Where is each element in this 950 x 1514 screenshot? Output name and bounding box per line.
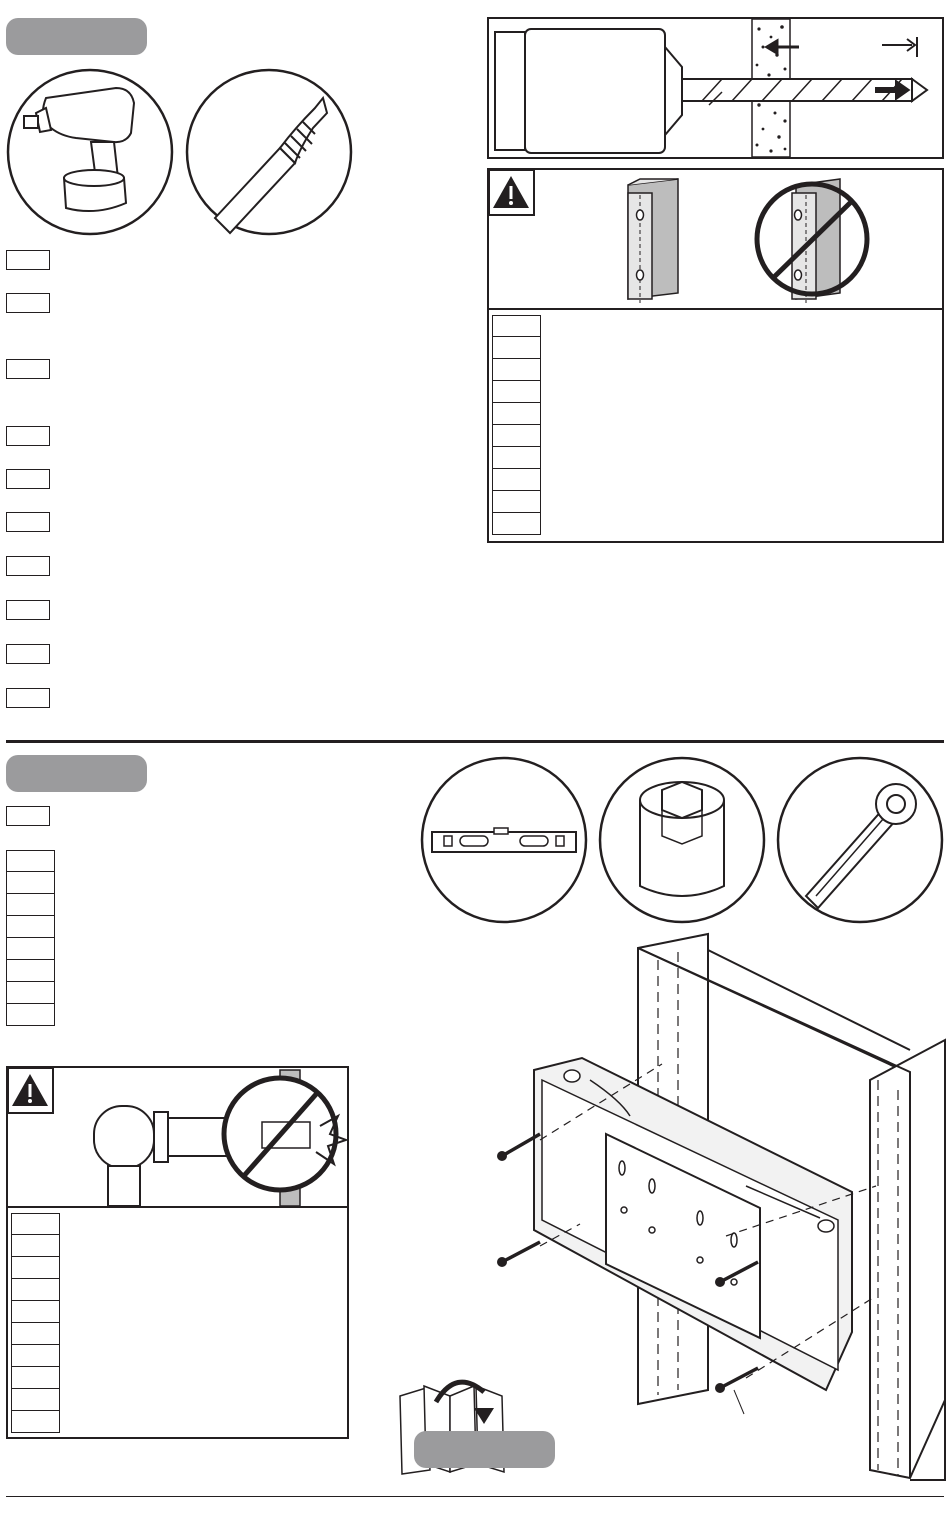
warning-text-panel — [487, 308, 944, 543]
language-code-box — [6, 250, 50, 270]
language-code-box — [6, 600, 50, 620]
language-code-box — [6, 688, 50, 708]
warning-icon — [489, 170, 535, 216]
instruction-language-column — [6, 850, 55, 1026]
prohibited-icon — [748, 175, 878, 305]
language-code-box — [6, 644, 50, 664]
lag-bolt-icon — [712, 1362, 762, 1422]
warning-language-column — [492, 315, 541, 535]
warning-language-column — [11, 1213, 60, 1433]
level-icon — [420, 756, 590, 926]
language-code-box — [6, 469, 50, 489]
language-code-box — [6, 556, 50, 576]
drill-icon — [6, 68, 176, 238]
footer-rule — [6, 1496, 944, 1497]
ratchet-icon — [776, 756, 946, 926]
language-code-box — [6, 293, 50, 313]
socket-icon — [598, 756, 768, 926]
language-code-box — [6, 426, 50, 446]
language-code-box — [6, 512, 50, 532]
drill-bit-icon — [185, 68, 355, 238]
language-code-box — [6, 359, 50, 379]
step-a-label-pill — [6, 18, 147, 55]
drilling-illustration — [487, 17, 944, 159]
language-code-box — [6, 806, 50, 826]
page-turn-label-pill — [414, 1431, 555, 1468]
step-b-label-pill — [6, 755, 147, 792]
lag-bolt-icon — [494, 1236, 544, 1272]
section-divider — [6, 740, 944, 743]
stud-correct-illustration — [600, 175, 690, 305]
lag-bolt-icon — [494, 1128, 544, 1164]
lag-bolt-icon — [712, 1256, 762, 1292]
warning-icon — [8, 1068, 54, 1114]
overtighten-illustration — [80, 1070, 346, 1206]
